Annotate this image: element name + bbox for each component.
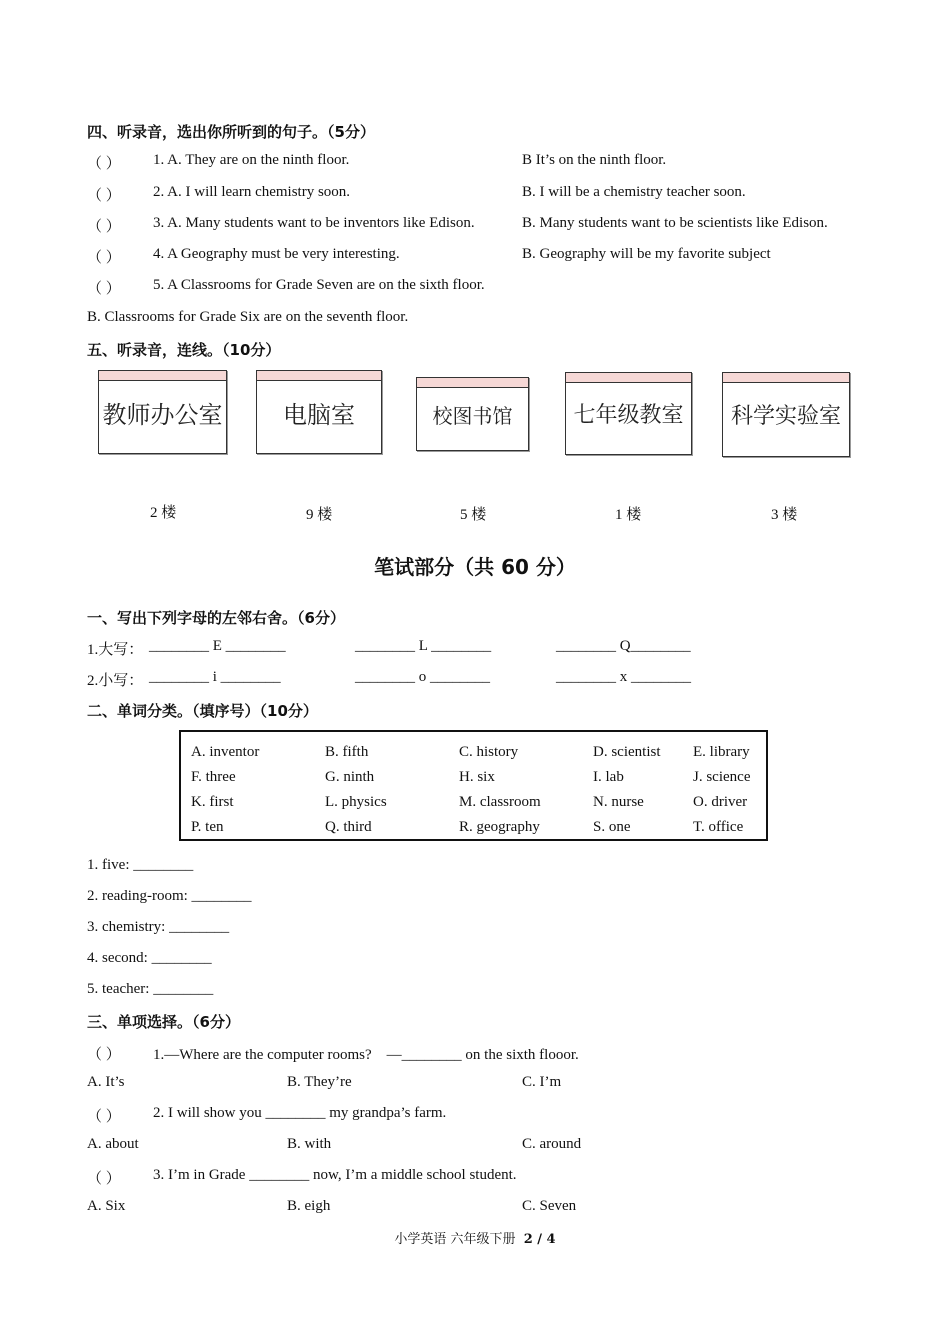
room-label: 科学实验室 (730, 404, 841, 429)
room-label: 七年级教室 (573, 403, 684, 428)
row-label: 1.大写： (87, 642, 144, 658)
option-a: A. It’s (87, 1074, 125, 1090)
option-b: B. with (287, 1136, 332, 1152)
word-cell: M. classroom (459, 794, 541, 810)
word-cell: S. one (593, 819, 631, 835)
card-header-bar (99, 371, 226, 381)
room-card-computer-room[interactable] (256, 370, 382, 454)
option-b: B. Geography will be my favorite subject (522, 246, 771, 262)
written-part-title: 笔试部分（共 60 分） (374, 555, 576, 579)
word-cell: H. six (459, 769, 495, 785)
option-c: C. around (522, 1136, 582, 1152)
answer-blank[interactable]: （ ） (87, 1109, 121, 1125)
letter-blank[interactable]: ________ Q________ (556, 638, 691, 654)
answer-blank[interactable]: （ ） (87, 1171, 121, 1187)
section-title-listen-match: 五、听录音，连线。（10分） (87, 341, 281, 359)
option-c: C. Seven (522, 1198, 577, 1214)
option-b: B It’s on the ninth floor. (522, 152, 667, 168)
classify-question-3[interactable]: 3. chemistry: ________ (87, 919, 230, 935)
row-label: 2.小写： (87, 673, 144, 689)
letter-blank[interactable]: ________ E ________ (149, 638, 286, 654)
word-cell: A. inventor (191, 744, 260, 760)
floor-label-5[interactable]: 5 楼 (460, 507, 487, 523)
word-cell: K. first (191, 794, 234, 810)
word-cell: B. fifth (325, 744, 369, 760)
room-card-school-library[interactable] (416, 377, 529, 451)
word-cell: P. ten (191, 819, 224, 835)
section-title-letters: 一、写出下列字母的左邻右舍。（6分） (87, 609, 345, 627)
classify-question-5[interactable]: 5. teacher: ________ (87, 981, 214, 997)
word-cell: D. scientist (593, 744, 661, 760)
option-b: B. Many students want to be scientists like Edison. (522, 215, 828, 231)
option-a: 1. A. They are on the ninth floor. (153, 152, 350, 168)
card-header-bar (257, 371, 381, 381)
room-label: 教师办公室 (102, 401, 223, 429)
question-text: 2. I will show you ________ my grandpa’s farm. (153, 1105, 447, 1121)
answer-blank[interactable]: （ ） (87, 250, 121, 266)
room-label: 电脑室 (283, 401, 355, 429)
option-b: B. I will be a chemistry teacher soon. (522, 184, 746, 200)
word-cell: E. library (693, 744, 750, 760)
classify-question-2[interactable]: 2. reading-room: ________ (87, 888, 252, 904)
question-text: 1.—Where are the computer rooms? —________ on the sixth flooor. (153, 1047, 579, 1063)
section-title-listen-select: 四、听录音，选出你所听到的句子。（5分） (87, 123, 375, 141)
word-cell: Q. third (325, 819, 372, 835)
answer-blank[interactable]: （ ） (87, 188, 121, 204)
answer-blank[interactable]: （ ） (87, 219, 121, 235)
card-header-bar (723, 373, 849, 383)
question-text: 3. I’m in Grade ________ now, I’m a middle school student. (153, 1167, 517, 1183)
option-b: B. eigh (287, 1198, 331, 1214)
letter-blank[interactable]: ________ i ________ (149, 669, 281, 685)
room-label: 校图书馆 (432, 404, 513, 428)
option-b: B. Classrooms for Grade Six are on the seventh floor. (87, 309, 409, 325)
footer-text: 小学英语 六年级下册 (394, 1232, 516, 1247)
classify-question-1[interactable]: 1. five: ________ (87, 857, 194, 873)
option-a: A. about (87, 1136, 139, 1152)
room-card-teachers-office[interactable] (98, 370, 227, 454)
word-cell: N. nurse (593, 794, 644, 810)
floor-label-2[interactable]: 2 楼 (150, 505, 177, 521)
card-header-bar (566, 373, 691, 383)
word-cell: O. driver (693, 794, 748, 810)
word-cell: T. office (693, 819, 744, 835)
floor-label-9[interactable]: 9 楼 (306, 507, 333, 523)
option-a: 3. A. Many students want to be inventors like Edison. (153, 215, 475, 231)
floor-label-3[interactable]: 3 楼 (771, 507, 798, 523)
word-cell: R. geography (459, 819, 540, 835)
room-card-grade-seven-classroom[interactable] (565, 372, 692, 455)
word-cell: G. ninth (325, 769, 375, 785)
option-a: 4. A Geography must be very interesting. (153, 246, 400, 262)
word-cell: I. lab (593, 769, 624, 785)
card-header-bar (417, 378, 528, 388)
option-a: 2. A. I will learn chemistry soon. (153, 184, 351, 200)
word-cell: L. physics (325, 794, 387, 810)
letter-blank[interactable]: ________ x ________ (556, 669, 691, 685)
section-title-classify: 二、单词分类。（填序号）（10分） (87, 702, 318, 720)
page-number: 2 / 4 (523, 1232, 556, 1247)
classify-question-4[interactable]: 4. second: ________ (87, 950, 212, 966)
floor-label-1[interactable]: 1 楼 (615, 507, 642, 523)
word-cell: C. history (459, 744, 519, 760)
option-a: A. Six (87, 1198, 126, 1214)
word-bank-table (179, 730, 768, 841)
room-card-science-lab[interactable] (722, 372, 850, 457)
option-c: C. I’m (522, 1074, 562, 1090)
letter-blank[interactable]: ________ o ________ (355, 669, 490, 685)
word-cell: F. three (191, 769, 236, 785)
section-title-choice: 三、单项选择。（6分） (87, 1013, 240, 1031)
answer-blank[interactable]: （ ） (87, 1047, 121, 1063)
page-footer (0, 1228, 950, 1247)
answer-blank[interactable]: （ ） (87, 281, 121, 297)
option-b: B. They’re (287, 1074, 352, 1090)
word-cell: J. science (693, 769, 751, 785)
letter-blank[interactable]: ________ L ________ (355, 638, 492, 654)
option-a: 5. A Classrooms for Grade Seven are on the sixth floor. (153, 277, 485, 293)
answer-blank[interactable]: （ ） (87, 156, 121, 172)
